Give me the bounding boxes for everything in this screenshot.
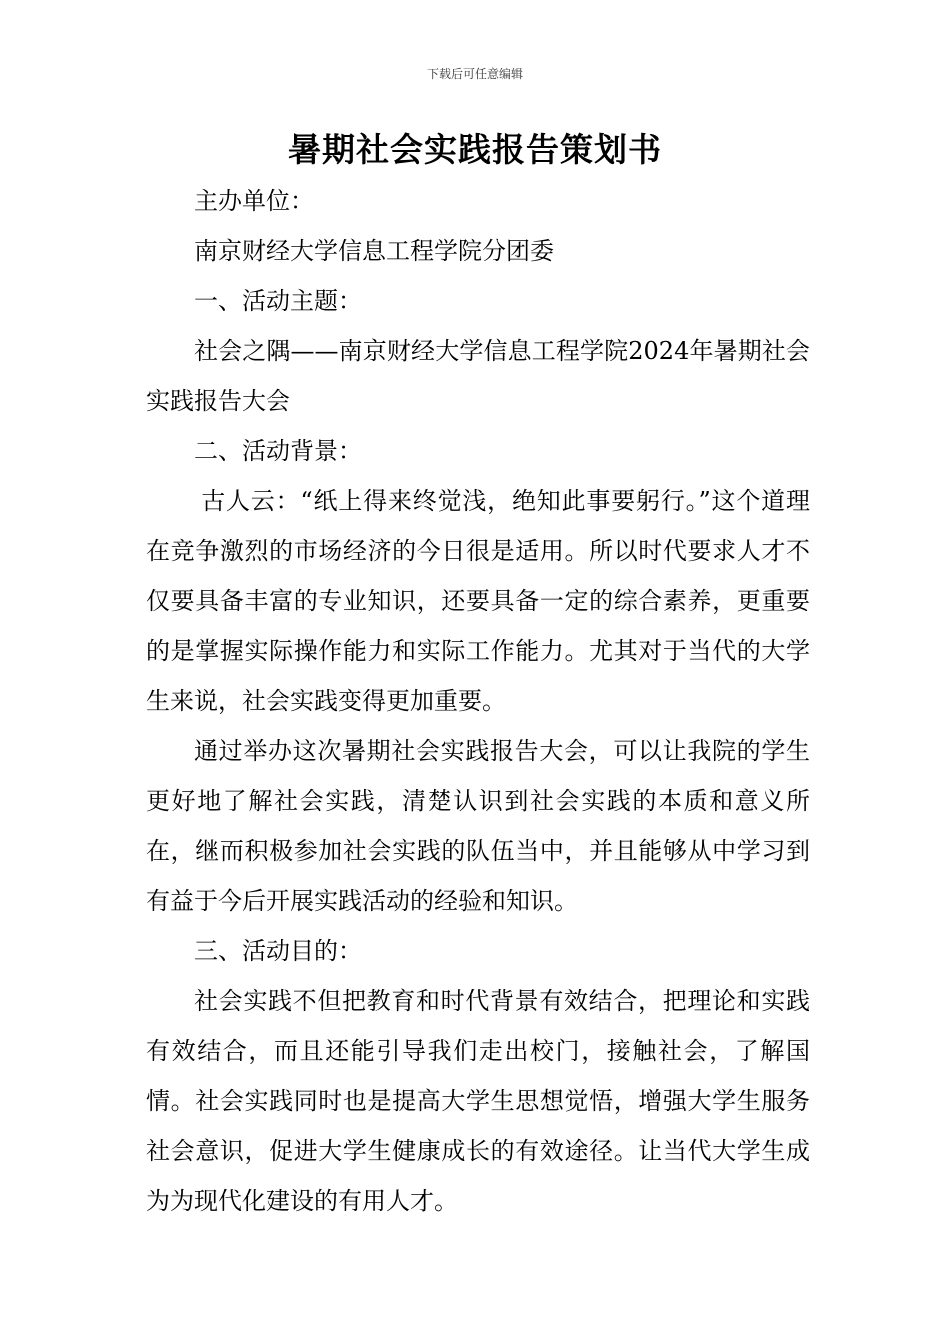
organizer-name: 南京财经大学信息工程学院分团委 [194, 237, 554, 265]
section-background-paragraph: 古人云：“纸上得来终觉浅，绝知此事要躬行。”这个道理在竞争激烈的市场经济的今日很是适用。所以时代要求人才不仅要具备丰富的专业知识，还要具备一定的综合素养，更重要的是掌握实际操作能力和实际工作能力。尤其对于当代的大学生来说，社会实践变得更加重要。 [146, 487, 810, 715]
document-title: 暑期社会实践报告策划书 [288, 130, 662, 169]
section-theme-heading: 一、活动主题： [194, 287, 362, 315]
section-background-paragraph: 通过举办这次暑期社会实践报告大会，可以让我院的学生更好地了解社会实践，清楚认识到社会实践的本质和意义所在，继而积极参加社会实践的队伍当中，并且能够从中学习到有益于今后开展实践活动的经验和知识。 [146, 737, 810, 915]
header-note: 下载后可任意编辑 [426, 67, 523, 81]
section-purpose-text: 社会实践不但把教育和时代背景有效结合，把理论和实践有效结合，而且还能引导我们走出校门，接触社会，了解国情。社会实践同时也是提高大学生思想觉悟，增强大学生服务社会意识，促进大学生健康成长的有效途径。让当代大学生成为为现代化建设的有用人才。 [146, 987, 810, 1215]
section-theme-text: 社会之隅——南京财经大学信息工程学院2024年暑期社会实践报告大会 [146, 337, 810, 415]
document-body [146, 176, 810, 1226]
section-background-heading: 二、活动背景： [194, 437, 362, 465]
organizer-label: 主办单位： [194, 187, 314, 215]
section-purpose-heading: 三、活动目的： [194, 937, 362, 965]
